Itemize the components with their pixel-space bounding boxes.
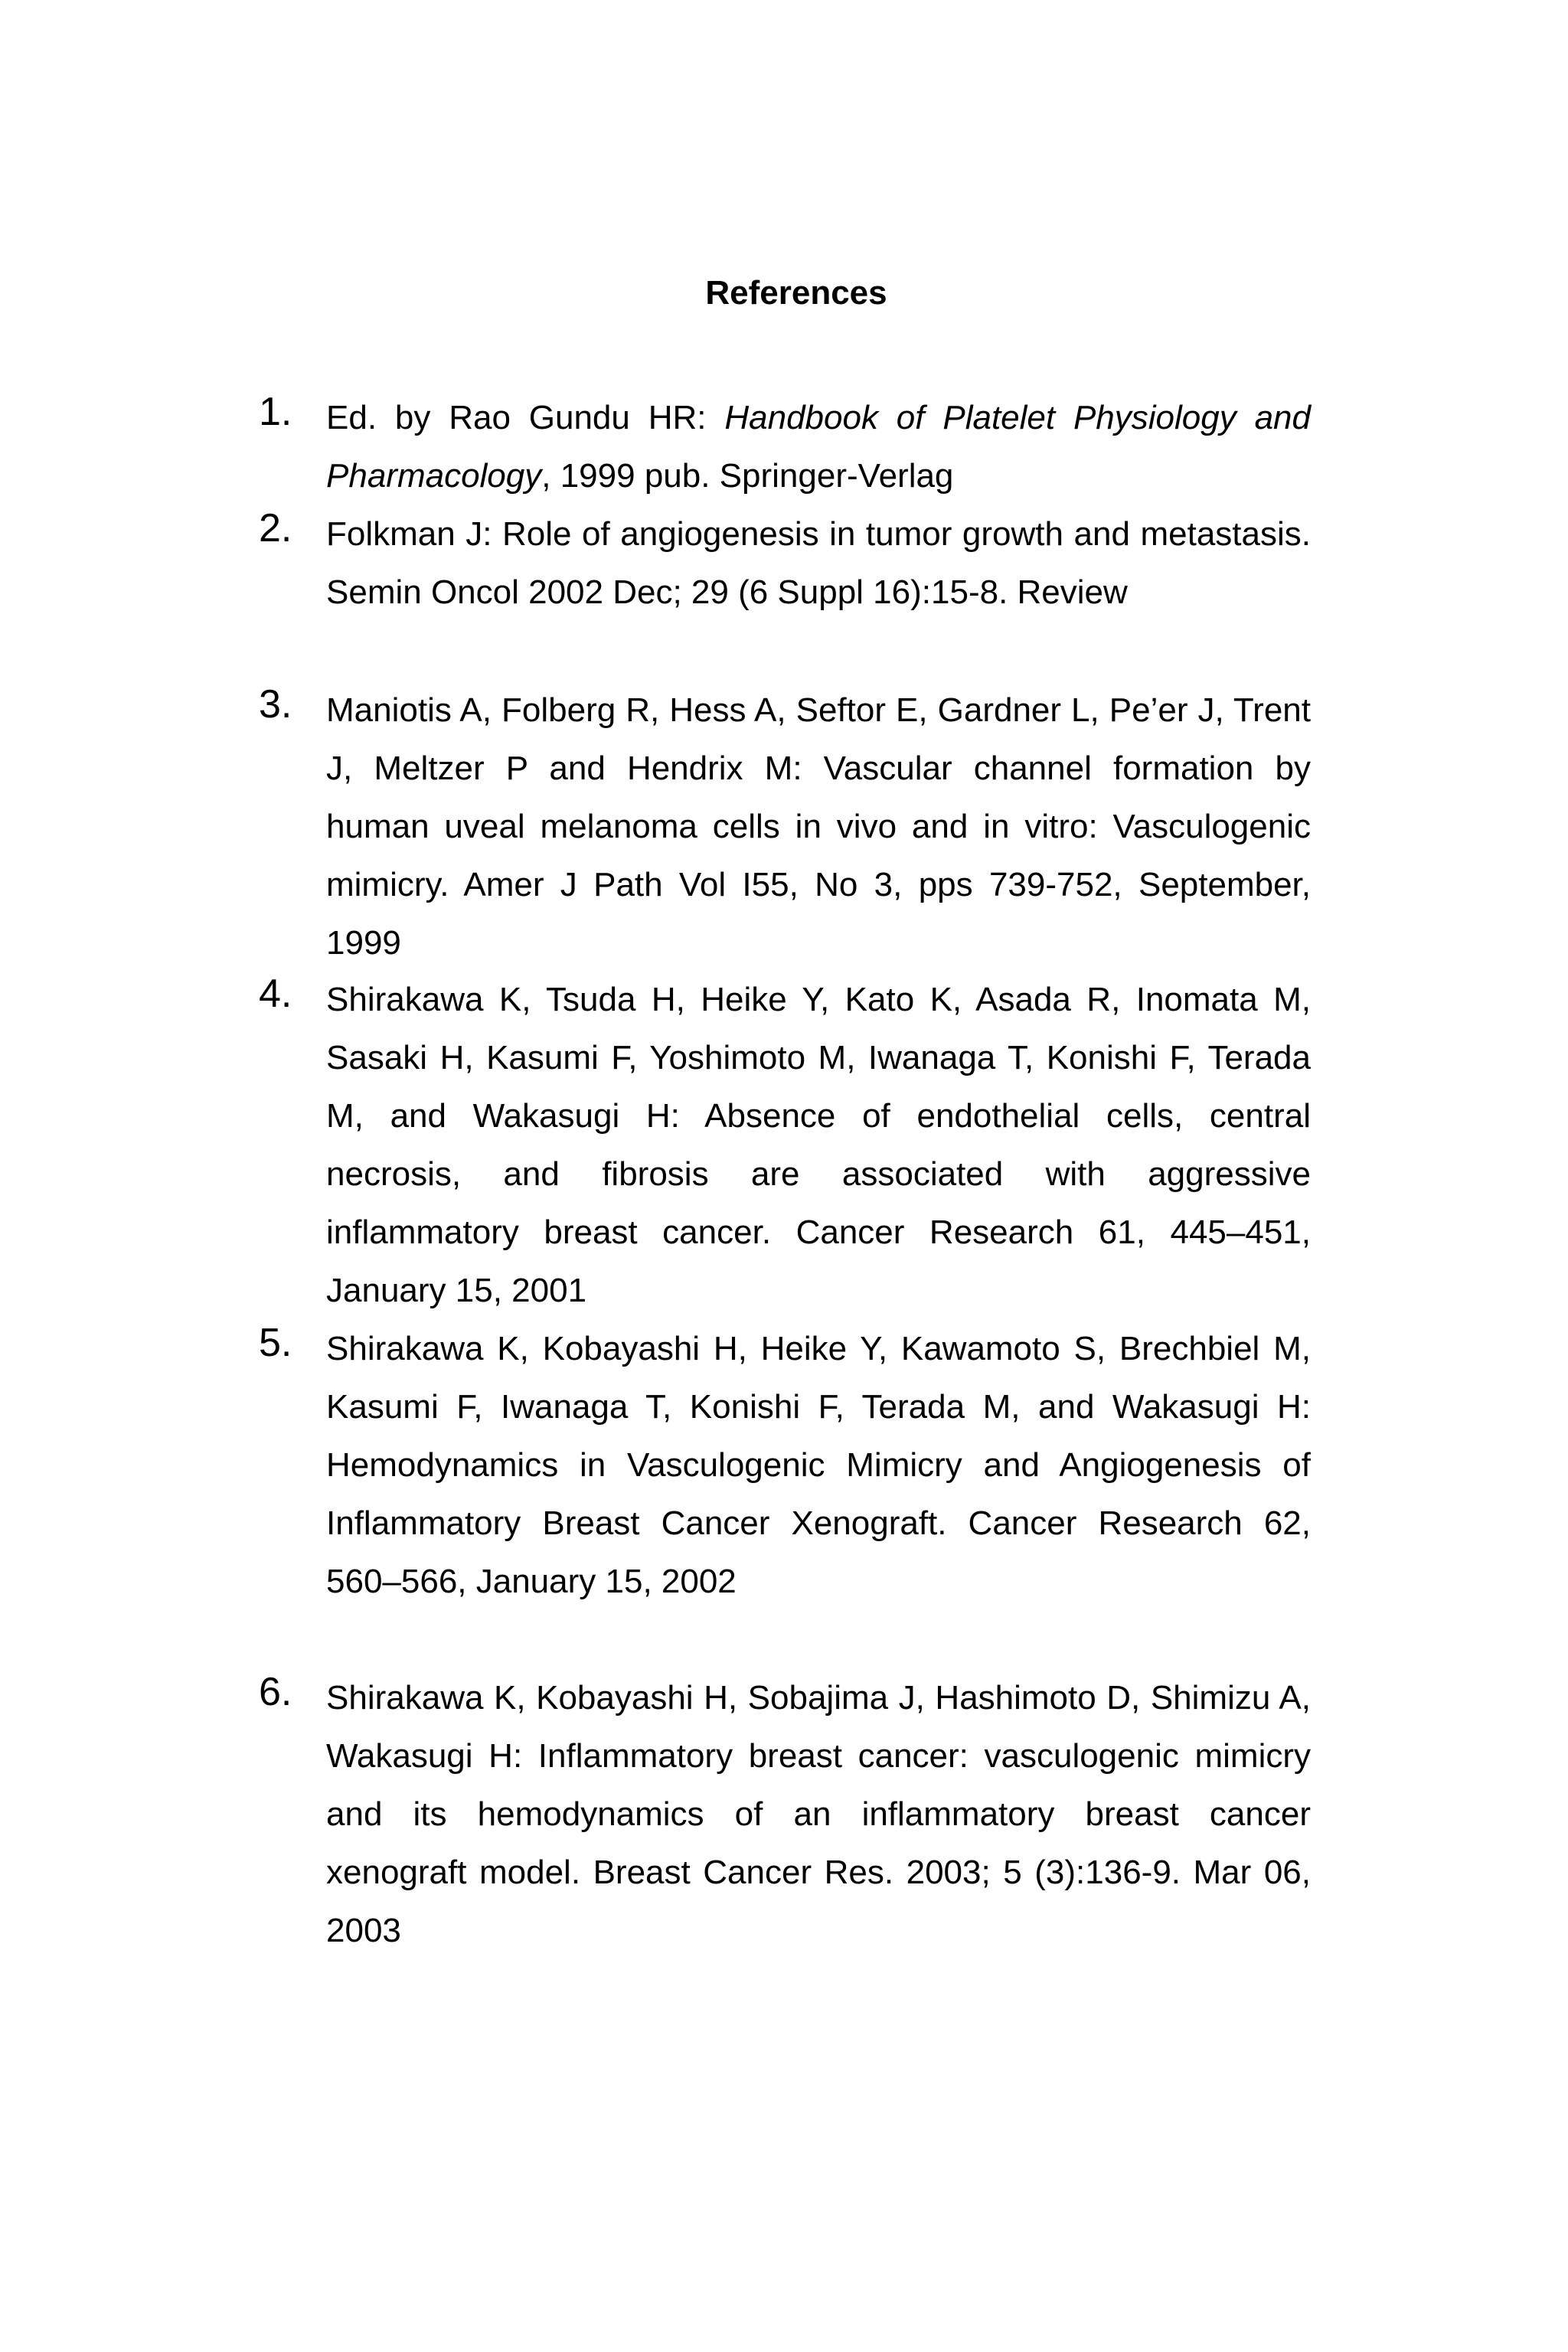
reference-text [326, 389, 1311, 505]
reference-text-part: Ed. by Rao Gundu HR: [326, 399, 725, 436]
reference-text-part: Shirakawa K, Kobayashi H, Sobajima J, Hashimoto D, Shimizu A, Wakasugi H: Inflammatory breast cancer: vasculogenic mimicry and its hemodynamics of an inflammatory breast cancer xenograft model. Breast Cancer Res. 2003; 5 (3):136-9. Mar 06, 2003 [326, 1679, 1311, 1949]
reference-text [326, 1669, 1311, 1960]
reference-text [326, 681, 1311, 972]
reference-text-part: Maniotis A, Folberg R, Hess A, Seftor E, Gardner L, Pe’er J, Trent J, Meltzer P and Hendrix M: Vascular channel formation by human uveal melanoma cells in vivo and in vitro: Vasculogenic mimicry. Amer J Path Vol I55, No 3, pps 739-752, September, 1999 [326, 691, 1311, 962]
reference-title-italic: Handbook of Platelet Physiology and Pharmacology [326, 399, 1311, 495]
reference-number: 4. [259, 972, 292, 1016]
reference-number: 1. [259, 390, 292, 434]
reference-text [326, 505, 1311, 622]
reference-text-part: Shirakawa K, Kobayashi H, Heike Y, Kawamoto S, Brechbiel M, Kasumi F, Iwanaga T, Konishi F, Terada M, and Wakasugi H: Hemodynamics in Vasculogenic Mimicry and Angiogenesis of Inflammatory Breast Cancer Xenograft. Cancer Research 62, 560–566, January 15, 2002 [326, 1330, 1311, 1600]
reference-text [326, 1320, 1311, 1611]
references-heading: References [705, 274, 887, 312]
reference-number: 3. [259, 682, 292, 727]
reference-text-part: , 1999 pub. Springer-Verlag [541, 457, 954, 495]
reference-number: 2. [259, 506, 292, 550]
reference-text-part: Shirakawa K, Tsuda H, Heike Y, Kato K, Asada R, Inomata M, Sasaki H, Kasumi F, Yoshimoto M, Iwanaga T, Konishi F, Terada M, and Wakasugi H: Absence of endothelial cells, central necrosis, and fibrosis are associated with aggressive inflammatory breast cancer. Cancer Research 61, 445–451, January 15, 2001 [326, 981, 1311, 1309]
reference-number: 5. [259, 1321, 292, 1365]
reference-text-part: Folkman J: Role of angiogenesis in tumor growth and metastasis. Semin Oncol 2002 Dec; 29 (6 Suppl 16):15-8. Review [326, 515, 1311, 611]
reference-text [326, 971, 1311, 1320]
reference-number: 6. [259, 1670, 292, 1714]
